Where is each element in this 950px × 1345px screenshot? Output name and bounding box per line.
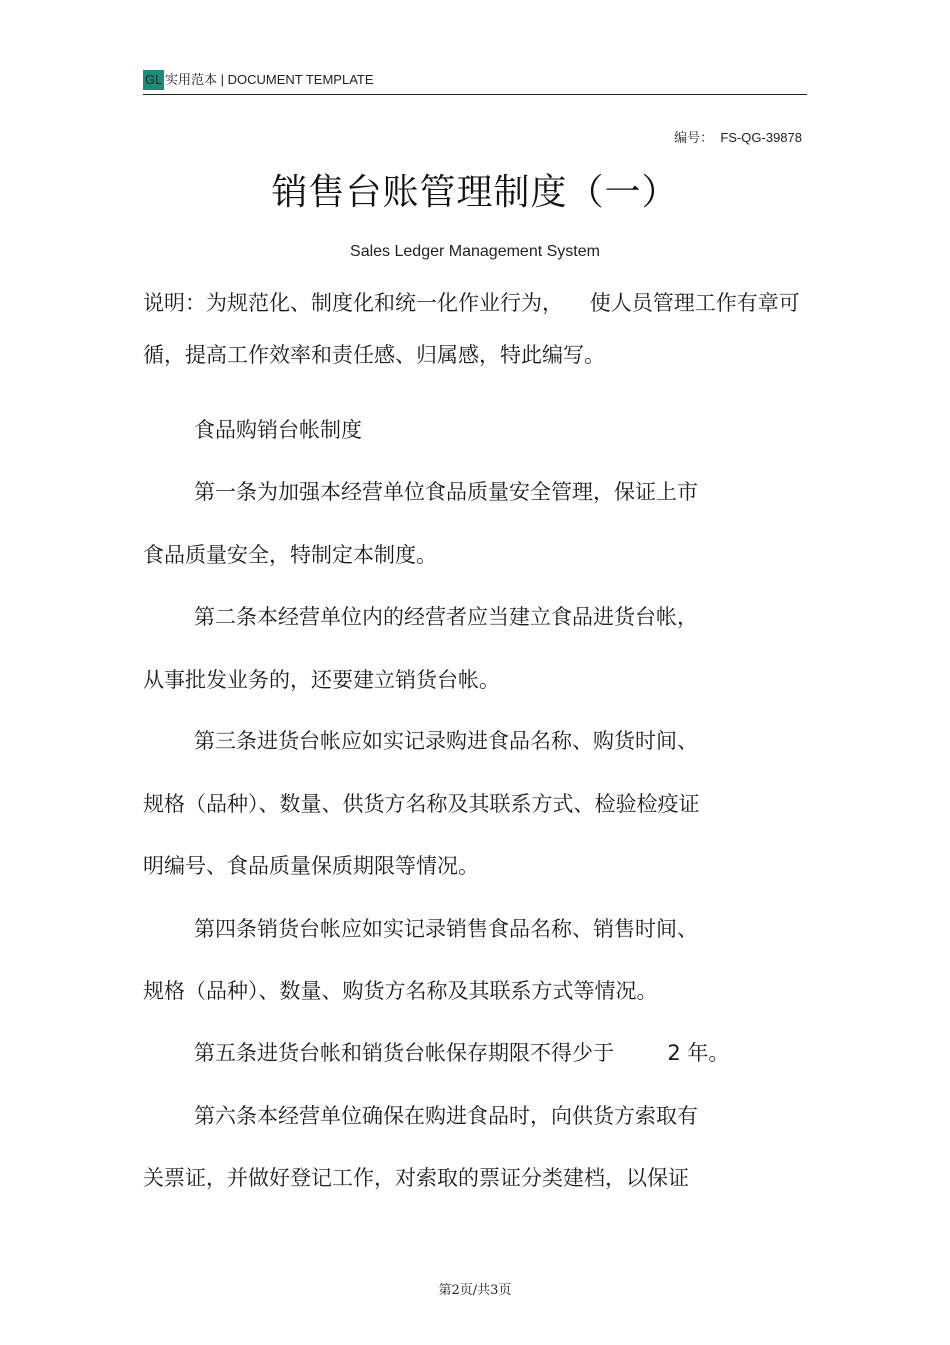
paragraph-line: 食品质量安全，特制定本制度。	[143, 543, 437, 567]
paragraph-line: 规格（品种）、数量、购货方名称及其联系方式等情况。	[143, 979, 658, 1003]
intro-line: 说明：为规范化、制度化和统一化作业行为， 使人员管理工作有章可	[143, 291, 800, 315]
paragraph-line: 第三条进货台帐应如实记录购进食品名称、购货时间、	[194, 729, 698, 753]
document-subtitle: Sales Ledger Management System	[350, 243, 600, 260]
paragraph-line: 第一条为加强本经营单位食品质量安全管理，保证上市	[194, 480, 698, 504]
paragraph-line: 关票证，并做好登记工作，对索取的票证分类建档，以保证	[143, 1166, 689, 1190]
document-title: 销售台账管理制度（一）	[271, 172, 679, 213]
paragraph-line: 第六条本经营单位确保在购进食品时，向供货方索取有	[194, 1104, 698, 1128]
intro-line: 循，提高工作效率和责任感、归属感，特此编写。	[143, 343, 605, 367]
brand-logo: GL	[143, 70, 164, 90]
paragraph-line: 规格（品种）、数量、供货方名称及其联系方式、检验检疫证	[143, 792, 700, 816]
page-number: 第2页/共3页	[438, 1283, 512, 1298]
paragraph-line: 从事批发业务的，还要建立销货台帐。	[143, 668, 500, 692]
document-number: 编号： FS-QG-39878	[674, 130, 802, 145]
header-label: 实用范本 | DOCUMENT TEMPLATE	[165, 72, 374, 87]
paragraph-line: 明编号、食品质量保质期限等情况。	[143, 854, 479, 878]
page-header	[143, 68, 807, 95]
paragraph-line: 第二条本经营单位内的经营者应当建立食品进货台帐，	[194, 605, 698, 629]
section-heading: 食品购销台帐制度	[194, 418, 362, 442]
paragraph-line: 第五条进货台帐和销货台帐保存期限不得少于 2 年。	[194, 1041, 730, 1065]
paragraph-line: 第四条销货台帐应如实记录销售食品名称、销售时间、	[194, 917, 698, 941]
